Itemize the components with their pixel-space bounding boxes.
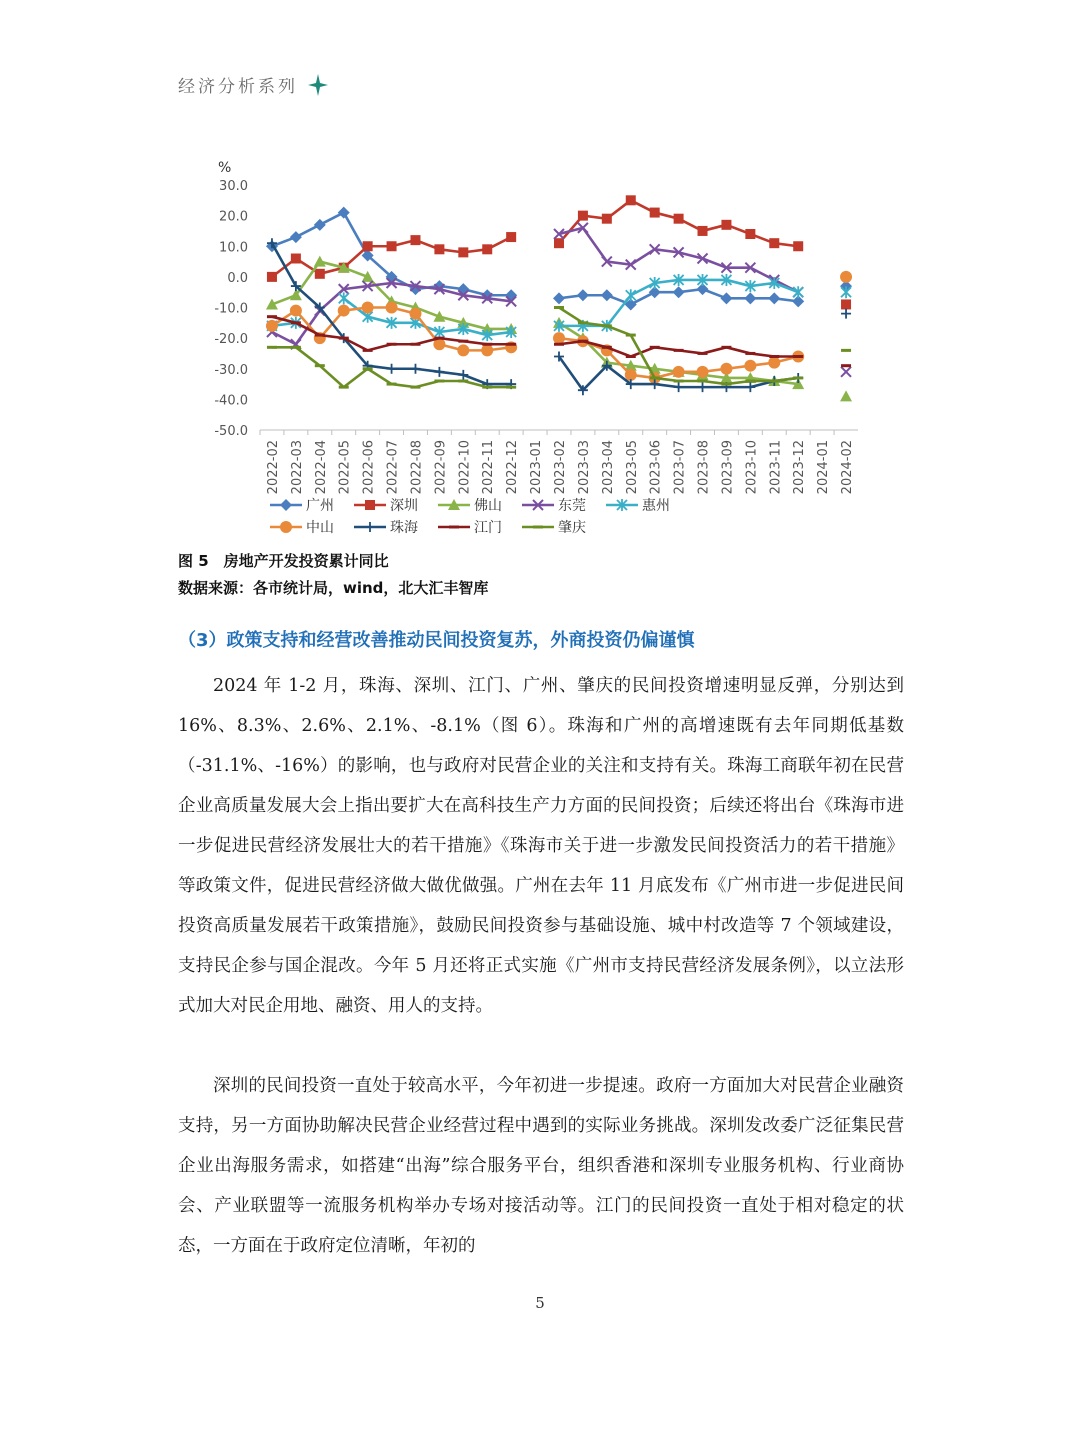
x-tick-label: 2023-01 xyxy=(529,440,545,495)
data-point xyxy=(745,229,755,239)
data-point xyxy=(577,289,589,301)
y-tick-label: 10.0 xyxy=(219,240,248,256)
data-point xyxy=(409,308,421,320)
data-point xyxy=(698,382,708,392)
data-point xyxy=(673,286,685,298)
x-tick-label: 2022-06 xyxy=(361,440,377,495)
y-tick-label: 0.0 xyxy=(227,270,248,286)
legend-item xyxy=(604,495,688,515)
legend-label: 肇庆 xyxy=(558,520,586,536)
data-point xyxy=(744,292,756,304)
legend-swatch xyxy=(352,498,388,512)
legend-item xyxy=(436,495,520,515)
legend-item xyxy=(436,517,520,537)
x-tick-label: 2023-05 xyxy=(624,440,640,495)
data-point xyxy=(506,232,516,242)
legend-swatch xyxy=(268,520,304,534)
data-point xyxy=(387,364,397,374)
x-tick-label: 2023-03 xyxy=(576,440,592,495)
data-point xyxy=(721,220,731,230)
data-point xyxy=(841,286,851,298)
data-point xyxy=(744,360,756,372)
data-point xyxy=(291,254,301,264)
data-point xyxy=(290,231,302,243)
x-tick-label: 2023-07 xyxy=(672,440,688,495)
data-point xyxy=(267,272,277,282)
data-point xyxy=(698,226,708,236)
y-tick-label: -40.0 xyxy=(214,393,248,409)
data-point xyxy=(602,214,612,224)
y-tick-label: -10.0 xyxy=(214,301,248,317)
x-tick-label: 2022-09 xyxy=(433,440,449,495)
y-tick-label: 20.0 xyxy=(219,209,248,225)
legend-item xyxy=(520,517,604,537)
legend-row xyxy=(268,494,688,516)
data-point xyxy=(505,289,517,301)
x-tick-label: 2022-08 xyxy=(409,440,425,495)
data-point xyxy=(768,292,780,304)
legend-marker xyxy=(365,500,375,510)
x-tick-label: 2022-10 xyxy=(457,440,473,495)
y-tick-label: 30.0 xyxy=(219,179,248,194)
data-point xyxy=(626,195,636,205)
data-point xyxy=(841,299,851,309)
legend-marker xyxy=(365,522,375,532)
data-point xyxy=(482,244,492,254)
data-point xyxy=(338,305,350,317)
data-point xyxy=(697,366,709,378)
data-point xyxy=(720,292,732,304)
legend-swatch xyxy=(268,498,304,512)
data-point xyxy=(626,289,636,301)
legend-label: 深圳 xyxy=(390,498,418,514)
y-tick-label: -30.0 xyxy=(214,362,248,378)
chart-canvas xyxy=(178,150,898,500)
x-tick-label: 2023-11 xyxy=(768,440,784,495)
legend-item xyxy=(352,517,436,537)
data-point xyxy=(314,219,326,231)
data-point xyxy=(650,208,660,218)
legend-item xyxy=(520,495,604,515)
data-point xyxy=(314,256,326,267)
data-point xyxy=(387,241,397,251)
data-point xyxy=(410,364,420,374)
legend-label: 东莞 xyxy=(558,498,586,514)
data-point xyxy=(362,302,374,314)
legend-swatch xyxy=(604,498,640,512)
legend-label: 广州 xyxy=(306,498,334,514)
x-tick-label: 2022-11 xyxy=(481,440,497,495)
data-point xyxy=(458,247,468,257)
data-point xyxy=(315,269,325,279)
star-logo-icon xyxy=(308,74,328,96)
paragraph-1: 2024 年 1-2 月，珠海、深圳、江门、广州、肇庆的民间投资增速明显反弹，分别达到 16%、8.3%、2.6%、2.1%、-8.1%（图 6）。珠海和广州的高增速既有去年同期低基数（-31.1%、-16%）的影响，也与政府对民营企业的关注和支持有关。珠海工商联年初在民营企业高质量发展大会上指出要扩大在高科技生产力方面的民间投资；后续还将出台《珠海市进一步促进民营经济发展壮大的若干措施》《珠海市关于进一步激发民间投资活力的若干措施》等政策文件，促进民营经济做大做优做强。广州在去年 11 月底发布《广州市进一步促进民间投资高质量发展若干政策措施》，鼓励民间投资参与基础设施、城中村改造等 7 个领域建设，支持民企参与国企混改。今年 5 月还将正式实施《广州市支持民营经济发展条例》，以立法形式加大对民企用地、融资、用人的支持。 xyxy=(178,676,904,1016)
paragraph-2: 深圳的民间投资一直处于较高水平，今年初进一步提速。政府一方面加大对民营企业融资支持，另一方面协助解决民营企业经营过程中遇到的实际业务挑战。深圳发改委广泛征集民营企业出海服务需求，如搭建“出海”综合服务平台，组织香港和深圳专业服务机构、行业商协会、产业联盟等一流服务机构举办专场对接活动等。江门的民间投资一直处于相对稳定的状态，一方面在于政府定位清晰，年初的 xyxy=(178,1076,904,1256)
section-heading: （3）政策支持和经营改善推动民间投资复苏，外商投资仍偏谨慎 xyxy=(178,630,695,651)
figure-caption: 图 5 房地产开发投资累计同比 xyxy=(178,552,389,570)
x-tick-label: 2024-01 xyxy=(816,440,832,495)
x-tick-label: 2023-09 xyxy=(720,440,736,495)
data-point xyxy=(553,292,565,304)
legend-marker xyxy=(280,521,292,533)
data-point xyxy=(553,332,565,344)
x-tick-label: 2023-08 xyxy=(696,440,712,495)
x-tick-label: 2022-05 xyxy=(337,440,353,495)
legend-label: 中山 xyxy=(306,520,334,536)
legend-item xyxy=(352,495,436,515)
data-point xyxy=(290,305,302,317)
legend-item xyxy=(268,517,352,537)
x-tick-label: 2022-03 xyxy=(289,440,305,495)
data-point xyxy=(554,238,564,248)
figure-source: 数据来源：各市统计局，wind，北大汇丰智库 xyxy=(178,579,489,597)
data-point xyxy=(674,214,684,224)
y-axis-unit: % xyxy=(218,160,232,176)
legend-swatch xyxy=(520,520,556,534)
x-tick-label: 2022-07 xyxy=(385,440,401,495)
data-point xyxy=(434,367,444,377)
x-tick-label: 2022-02 xyxy=(265,440,281,495)
x-tick-label: 2022-12 xyxy=(505,440,521,495)
x-tick-label: 2024-02 xyxy=(840,440,856,495)
legend-swatch xyxy=(352,520,388,534)
data-point xyxy=(720,363,732,375)
legend-marker xyxy=(280,499,292,511)
data-point xyxy=(769,238,779,248)
x-tick-label: 2023-02 xyxy=(553,440,568,495)
data-point xyxy=(481,344,493,356)
data-point xyxy=(578,211,588,221)
x-tick-label: 2022-04 xyxy=(313,440,329,495)
series-title: 经济分析系列 xyxy=(178,77,298,97)
data-point xyxy=(458,370,468,380)
x-tick-label: 2023-06 xyxy=(648,440,664,495)
legend-row xyxy=(268,516,688,538)
data-point xyxy=(386,302,398,314)
y-tick-label: -50.0 xyxy=(214,424,248,439)
series-7 xyxy=(267,238,851,395)
data-point xyxy=(457,344,469,356)
data-point xyxy=(793,241,803,251)
y-tick-label: -20.0 xyxy=(214,332,248,348)
data-point xyxy=(840,390,852,401)
data-point xyxy=(339,292,349,304)
x-tick-label: 2023-12 xyxy=(792,440,808,495)
legend-label: 惠州 xyxy=(642,498,670,514)
data-point xyxy=(601,289,613,301)
legend-label: 佛山 xyxy=(474,498,502,514)
data-point xyxy=(363,241,373,251)
data-point xyxy=(768,357,780,369)
legend-label: 珠海 xyxy=(390,520,418,536)
legend-swatch xyxy=(520,498,556,512)
page-number: 5 xyxy=(535,1294,545,1312)
legend-label: 江门 xyxy=(474,520,502,536)
data-point xyxy=(745,382,755,392)
series-line xyxy=(272,243,511,384)
legend-item xyxy=(268,495,352,515)
data-point xyxy=(841,367,851,377)
line-chart xyxy=(178,150,898,550)
legend-swatch xyxy=(436,498,472,512)
data-point xyxy=(673,366,685,378)
chart-legend xyxy=(268,494,688,538)
data-point xyxy=(840,271,852,283)
x-tick-label: 2023-10 xyxy=(744,440,760,495)
data-point xyxy=(674,382,684,392)
data-point xyxy=(410,235,420,245)
legend-swatch xyxy=(436,520,472,534)
data-point xyxy=(434,244,444,254)
data-point xyxy=(266,320,278,332)
data-point xyxy=(338,207,350,219)
data-point xyxy=(841,309,851,319)
page-header xyxy=(178,72,328,97)
x-tick-label: 2023-04 xyxy=(600,440,616,495)
